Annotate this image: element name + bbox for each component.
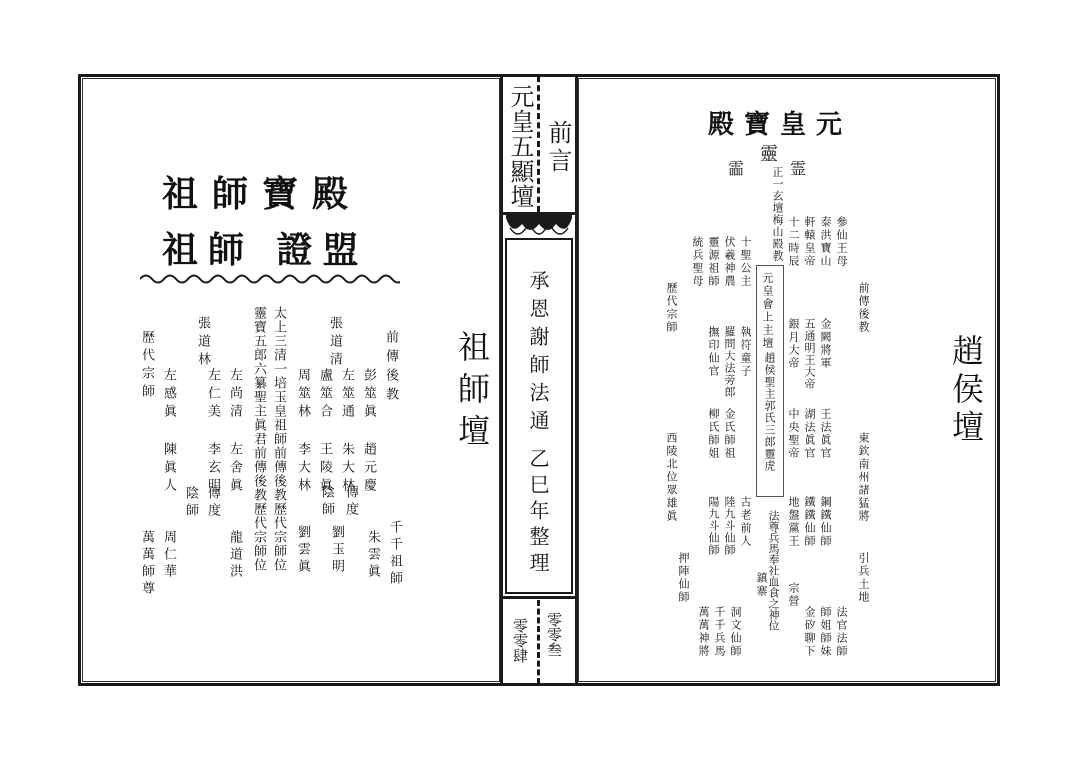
right-column: 宗營: [787, 582, 800, 608]
right-column: 銀月大帝: [787, 318, 800, 370]
right-column: 泰洪寶山: [819, 216, 832, 268]
right-column: 軒轅皇帝: [803, 216, 816, 268]
right-column: 執符童子: [739, 326, 752, 378]
left-lower-column: 劉玉明: [329, 525, 344, 576]
right-top-mark: 靈: [760, 144, 778, 165]
spine-divider-bottom: [500, 596, 578, 599]
right-column: 金氏師祖: [723, 408, 736, 460]
right-column: 地盤黨王: [787, 496, 800, 548]
left-lower-column: 龍道洪: [227, 530, 242, 581]
left-title-line1: 殿寶師祖: [162, 173, 363, 215]
left-column: 張道清: [327, 316, 342, 370]
right-column: 鐵鐵仙師: [803, 496, 816, 548]
right-column: 伏羲神農: [723, 236, 736, 288]
right-top-mark: 霊: [790, 159, 807, 178]
right-column: 十聖公主: [739, 236, 752, 288]
left-column: 前傳後教: [383, 330, 398, 406]
right-column: 鎮寨: [755, 572, 768, 598]
right-column: 西陵北位眾雄眞: [665, 432, 678, 523]
left-column: 左尚清 左舍眞: [227, 368, 242, 496]
left-lower-column: 陰師: [183, 486, 198, 520]
left-column: 歷代宗師: [139, 330, 154, 402]
right-column: 歷代宗師: [665, 282, 678, 334]
spine-mid-line1: 承恩謝師法通: [526, 270, 550, 438]
spine-bottom-line1: 零零叁: [545, 612, 563, 657]
right-side-title: 趙侯壇: [947, 334, 985, 448]
right-column: 千千兵馬: [713, 606, 726, 658]
right-column: 正一玄壇梅山殿教: [771, 166, 784, 262]
spine-top-title: 元皇五顯壇: [506, 84, 534, 209]
right-column: 鋼鐵仙師: [819, 496, 832, 548]
right-title: 元皇寶殿: [708, 110, 853, 140]
right-column: 王法眞官: [819, 408, 832, 460]
right-column: 引兵土地: [857, 552, 870, 604]
right-column: 十二時辰: [787, 216, 800, 268]
right-column: 中央聖帝: [787, 408, 800, 460]
right-column: 陸九斗仙師: [723, 496, 736, 556]
right-column: 金矽聊下: [803, 606, 816, 658]
left-column: 彭筮眞 趙元慶: [361, 368, 376, 496]
right-column: 押陣仙師: [677, 552, 690, 604]
left-lower-column: 萬萬師尊: [139, 530, 154, 598]
left-lower-column: 陰師: [319, 485, 334, 519]
right-column: 前傳後教: [857, 282, 870, 334]
spine-bottom-line2: 零零肆: [511, 618, 529, 663]
left-column: 左感眞 陳眞人: [161, 368, 176, 496]
right-top-mark: 霝: [728, 159, 745, 178]
right-column: 法官法師: [835, 606, 848, 658]
lineage-box-label: 元皇會上主壇: [761, 272, 774, 350]
right-column: 柳氏師姐: [707, 408, 720, 460]
spine-top-label: 前言: [544, 120, 572, 176]
spine-mid-line2: 乙巳年整理: [526, 448, 550, 578]
left-lower-column: 千千祖師: [387, 520, 402, 588]
left-column: 張道林: [195, 316, 210, 370]
right-column: 師姐師妹: [819, 606, 832, 658]
left-column: 靈寶五郎六纂聖主眞君前傳後教歷代宗師位: [251, 306, 266, 572]
right-column: 洞文仙師: [729, 606, 742, 658]
wavy-divider: [140, 272, 400, 286]
right-column: 統兵聖母: [691, 236, 704, 288]
right-column: 湖法眞官: [803, 408, 816, 460]
right-column: 撫印仙官: [707, 326, 720, 378]
spine-dashed-line-top: [537, 76, 540, 212]
left-lower-column: 傳度: [343, 485, 358, 519]
left-lower-column: 周仁華: [161, 530, 176, 581]
right-column: 金闕將軍: [819, 318, 832, 370]
right-column: 法尊兵馬奉社血食之神位: [767, 510, 780, 631]
spine-dashed-line-bottom: [537, 600, 540, 684]
right-column: 萬萬神將: [697, 606, 710, 658]
left-column: 盧筮合 王陵眞: [317, 368, 332, 496]
left-column: 左筮通 朱大林: [339, 368, 354, 496]
spine-scallop-ornament: [506, 214, 572, 238]
right-column: 古老前人: [739, 496, 752, 548]
left-title-line2: 盟證 師祖: [162, 229, 369, 271]
right-column: 羅問大法旁郎: [723, 326, 736, 398]
left-column: 左仁美 李玄明: [205, 368, 220, 496]
lineage-sub-label: 趙侯聖主郭氏三郎靈虎: [763, 352, 776, 472]
right-column: 五通明王大帝: [803, 318, 816, 390]
left-side-title: 祖師壇: [453, 330, 491, 456]
left-column: 周筮林 李大林: [295, 368, 310, 496]
left-lower-column: 傳度: [205, 486, 220, 520]
right-column: 參仙王母: [835, 216, 848, 268]
right-column: 東欽南州諸猛將: [857, 432, 870, 523]
left-lower-column: 劉雲眞: [295, 525, 310, 576]
right-column: 陽九斗仙師: [707, 496, 720, 556]
left-column: 太上三清一培玉皇祖師前傳後教歷代宗師位: [271, 306, 286, 572]
right-column: 靈源祖師: [707, 236, 720, 288]
left-lower-column: 朱雲眞: [365, 530, 380, 581]
